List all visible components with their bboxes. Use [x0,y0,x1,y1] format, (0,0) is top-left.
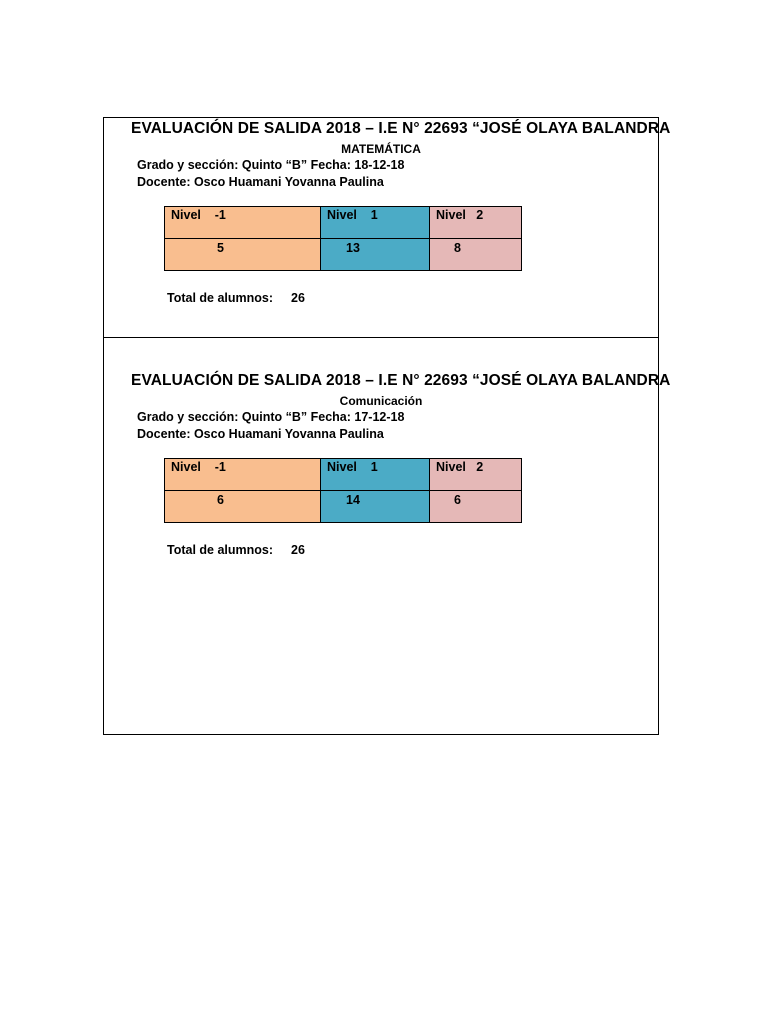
total-label: Total de alumnos: [167,291,274,305]
niveles-header-row [165,459,522,491]
section-matematica [103,120,671,340]
niveles-header-row [165,207,522,239]
section-title: EVALUACIÓN DE SALIDA 2018 – I.E N° 22693 “JOSÉ OLAYA BALANDRA [131,372,671,389]
nivel-minus1-header: Nivel -1 [165,207,321,239]
nivel-2-value: 6 [430,491,522,523]
nivel-1-header: Nivel 1 [321,207,430,239]
nivel-1-value: 13 [321,239,430,271]
nivel-1-header: Nivel 1 [321,459,430,491]
total-value: 26 [291,291,305,305]
nivel-2-value: 8 [430,239,522,271]
niveles-table [164,206,522,271]
nivel-2-header: Nivel 2 [430,207,522,239]
nivel-1-value: 14 [321,491,430,523]
docente-line: Docente: Osco Huamani Yovanna Paulina [137,427,384,441]
section-comunicacion [103,372,671,592]
total-alumnos [167,543,305,557]
nivel-2-header: Nivel 2 [430,459,522,491]
nivel-minus1-value: 5 [165,239,321,271]
total-label: Total de alumnos: [167,543,274,557]
subject-label: Comunicación [339,394,423,408]
docente-line: Docente: Osco Huamani Yovanna Paulina [137,175,384,189]
niveles-table [164,458,522,523]
grado-seccion-line: Grado y sección: Quinto “B” Fecha: 18-12-18 [137,158,405,172]
grado-seccion-line: Grado y sección: Quinto “B” Fecha: 17-12-18 [137,410,405,424]
total-alumnos [167,291,305,305]
niveles-values-row [165,491,522,523]
nivel-minus1-header: Nivel -1 [165,459,321,491]
total-value: 26 [291,543,305,557]
nivel-minus1-value: 6 [165,491,321,523]
subject-label: MATEMÁTICA [341,142,421,156]
section-title: EVALUACIÓN DE SALIDA 2018 – I.E N° 22693 “JOSÉ OLAYA BALANDRA [131,120,671,137]
niveles-values-row [165,239,522,271]
